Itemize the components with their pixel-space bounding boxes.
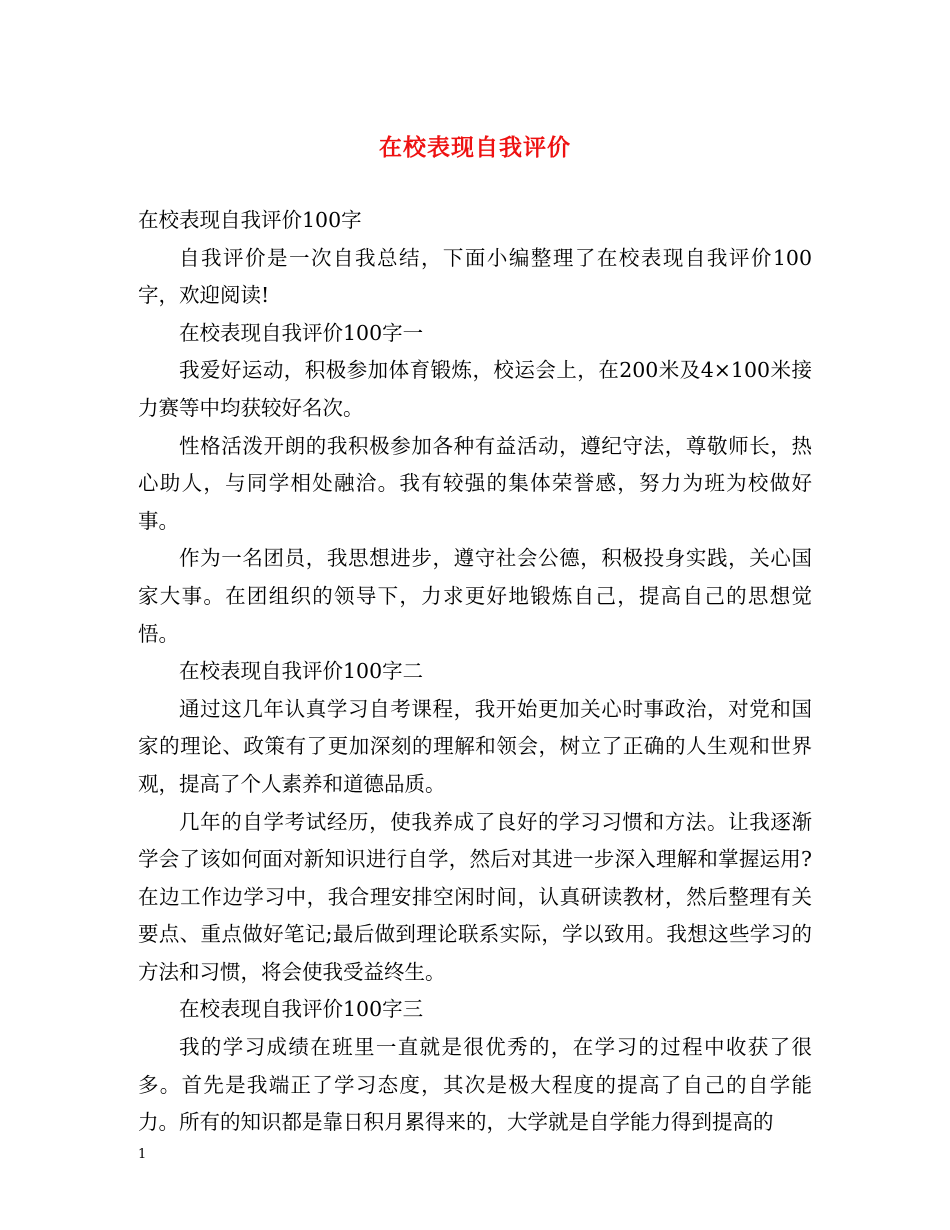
paragraph: 几年的自学考试经历，使我养成了良好的学习习惯和方法。让我逐渐学会了该如何面对新知识进行自学，然后对其进一步深入理解和掌握运用?在边工作边学习中，我合理安排空闲时间，认真研读教材，然后整理有关要点、重点做好笔记;最后做到理论联系实际，学以致用。我想这些学习的方法和习惯，将会使我受益终生。: [138, 809, 812, 984]
document-body: [138, 202, 812, 1142]
paragraph: 性格活泼开朗的我积极参加各种有益活动，遵纪守法，尊敬师长，热心助人，与同学相处融洽。我有较强的集体荣誉感，努力为班为校做好事。: [138, 433, 812, 533]
paragraph: 作为一名团员，我思想进步，遵守社会公德，积极投身实践，关心国家大事。在团组织的领导下，力求更好地锻炼自己，提高自己的思想觉悟。: [138, 546, 812, 646]
paragraph: 我爱好运动，积极参加体育锻炼，校运会上，在200米及4×100米接力赛等中均获较好名次。: [138, 358, 812, 420]
paragraph: 通过这几年认真学习自考课程，我开始更加关心时事政治，对党和国家的理论、政策有了更加深刻的理解和领会，树立了正确的人生观和世界观，提高了个人素养和道德品质。: [138, 696, 812, 796]
paragraph: 在校表现自我评价100字二: [179, 659, 424, 684]
document-title: 在校表现自我评价: [379, 134, 571, 161]
paragraph: 在校表现自我评价100字: [138, 208, 362, 232]
paragraph: 在校表现自我评价100字三: [179, 997, 424, 1022]
page-number: 1: [138, 1147, 147, 1162]
paragraph: 在校表现自我评价100字一: [179, 320, 424, 345]
paragraph: 自我评价是一次自我总结，下面小编整理了在校表现自我评价100字，欢迎阅读!: [138, 245, 812, 308]
paragraph: 我的学习成绩在班里一直就是很优秀的，在学习的过程中收获了很多。首先是我端正了学习态度，其次是极大程度的提高了自己的自学能力。所有的知识都是靠日积月累得来的，大学就是自学能力得到提高的: [138, 1035, 812, 1135]
